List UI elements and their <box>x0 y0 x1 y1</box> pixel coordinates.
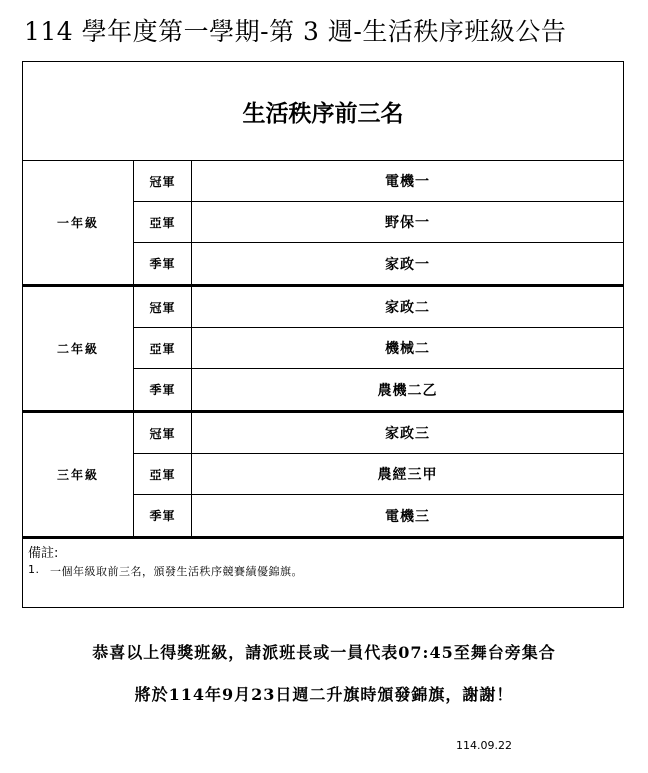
table-row <box>134 495 623 536</box>
grade-block-2 <box>23 287 623 413</box>
date-stamp: 114.09.22 <box>456 739 512 752</box>
table-row <box>134 328 623 369</box>
class-name: 家政三 <box>385 426 430 442</box>
grade-label: 三年級 <box>23 413 134 536</box>
announcement-line-2: 將於114年9月23日週二升旗時頒發錦旗，謝謝！ <box>134 685 514 704</box>
rank-label: 冠軍 <box>134 413 192 453</box>
table-header: 生活秩序前三名 <box>23 62 623 161</box>
announcement-line-1: 恭喜以上得獎班級，請派班長或一員代表07:45至舞台旁集合 <box>92 643 556 662</box>
table-row <box>134 287 623 328</box>
class-name: 電機三 <box>385 508 430 525</box>
grade-label: 一年級 <box>23 161 134 284</box>
class-name: 機械二 <box>385 341 430 357</box>
class-name: 家政一 <box>385 256 430 273</box>
rank-label: 亞軍 <box>134 202 192 242</box>
class-name: 電機一 <box>385 174 430 190</box>
table-row <box>134 369 623 410</box>
document-title: 114 學年度第一學期-第 3 週-生活秩序班級公告 <box>24 17 567 46</box>
notes-item-number: 1. <box>28 563 40 576</box>
rank-label: 季軍 <box>134 243 192 284</box>
grade-label: 二年級 <box>23 287 134 410</box>
rank-label: 冠軍 <box>134 287 192 327</box>
rank-label: 季軍 <box>134 369 192 410</box>
rank-label: 亞軍 <box>134 328 192 368</box>
grade-block-3 <box>23 413 623 539</box>
ranking-table <box>22 61 624 608</box>
table-row <box>134 243 623 284</box>
rank-label: 季軍 <box>134 495 192 536</box>
table-row <box>134 161 623 202</box>
class-name: 農經三甲 <box>377 467 438 483</box>
notes-label: 備註: <box>28 546 59 561</box>
class-name: 家政二 <box>385 300 430 316</box>
table-row <box>134 454 623 495</box>
class-name: 農機二乙 <box>377 382 438 399</box>
notes-section <box>23 539 623 582</box>
notes-item <box>28 563 618 579</box>
table-row <box>134 202 623 243</box>
table-row <box>134 413 623 454</box>
rank-label: 亞軍 <box>134 454 192 494</box>
notes-item-text: 一個年級取前三名，頒發生活秩序競賽績優錦旗。 <box>50 565 303 578</box>
class-name: 野保一 <box>385 215 430 231</box>
grade-block-1 <box>23 161 623 287</box>
rank-label: 冠軍 <box>134 161 192 201</box>
